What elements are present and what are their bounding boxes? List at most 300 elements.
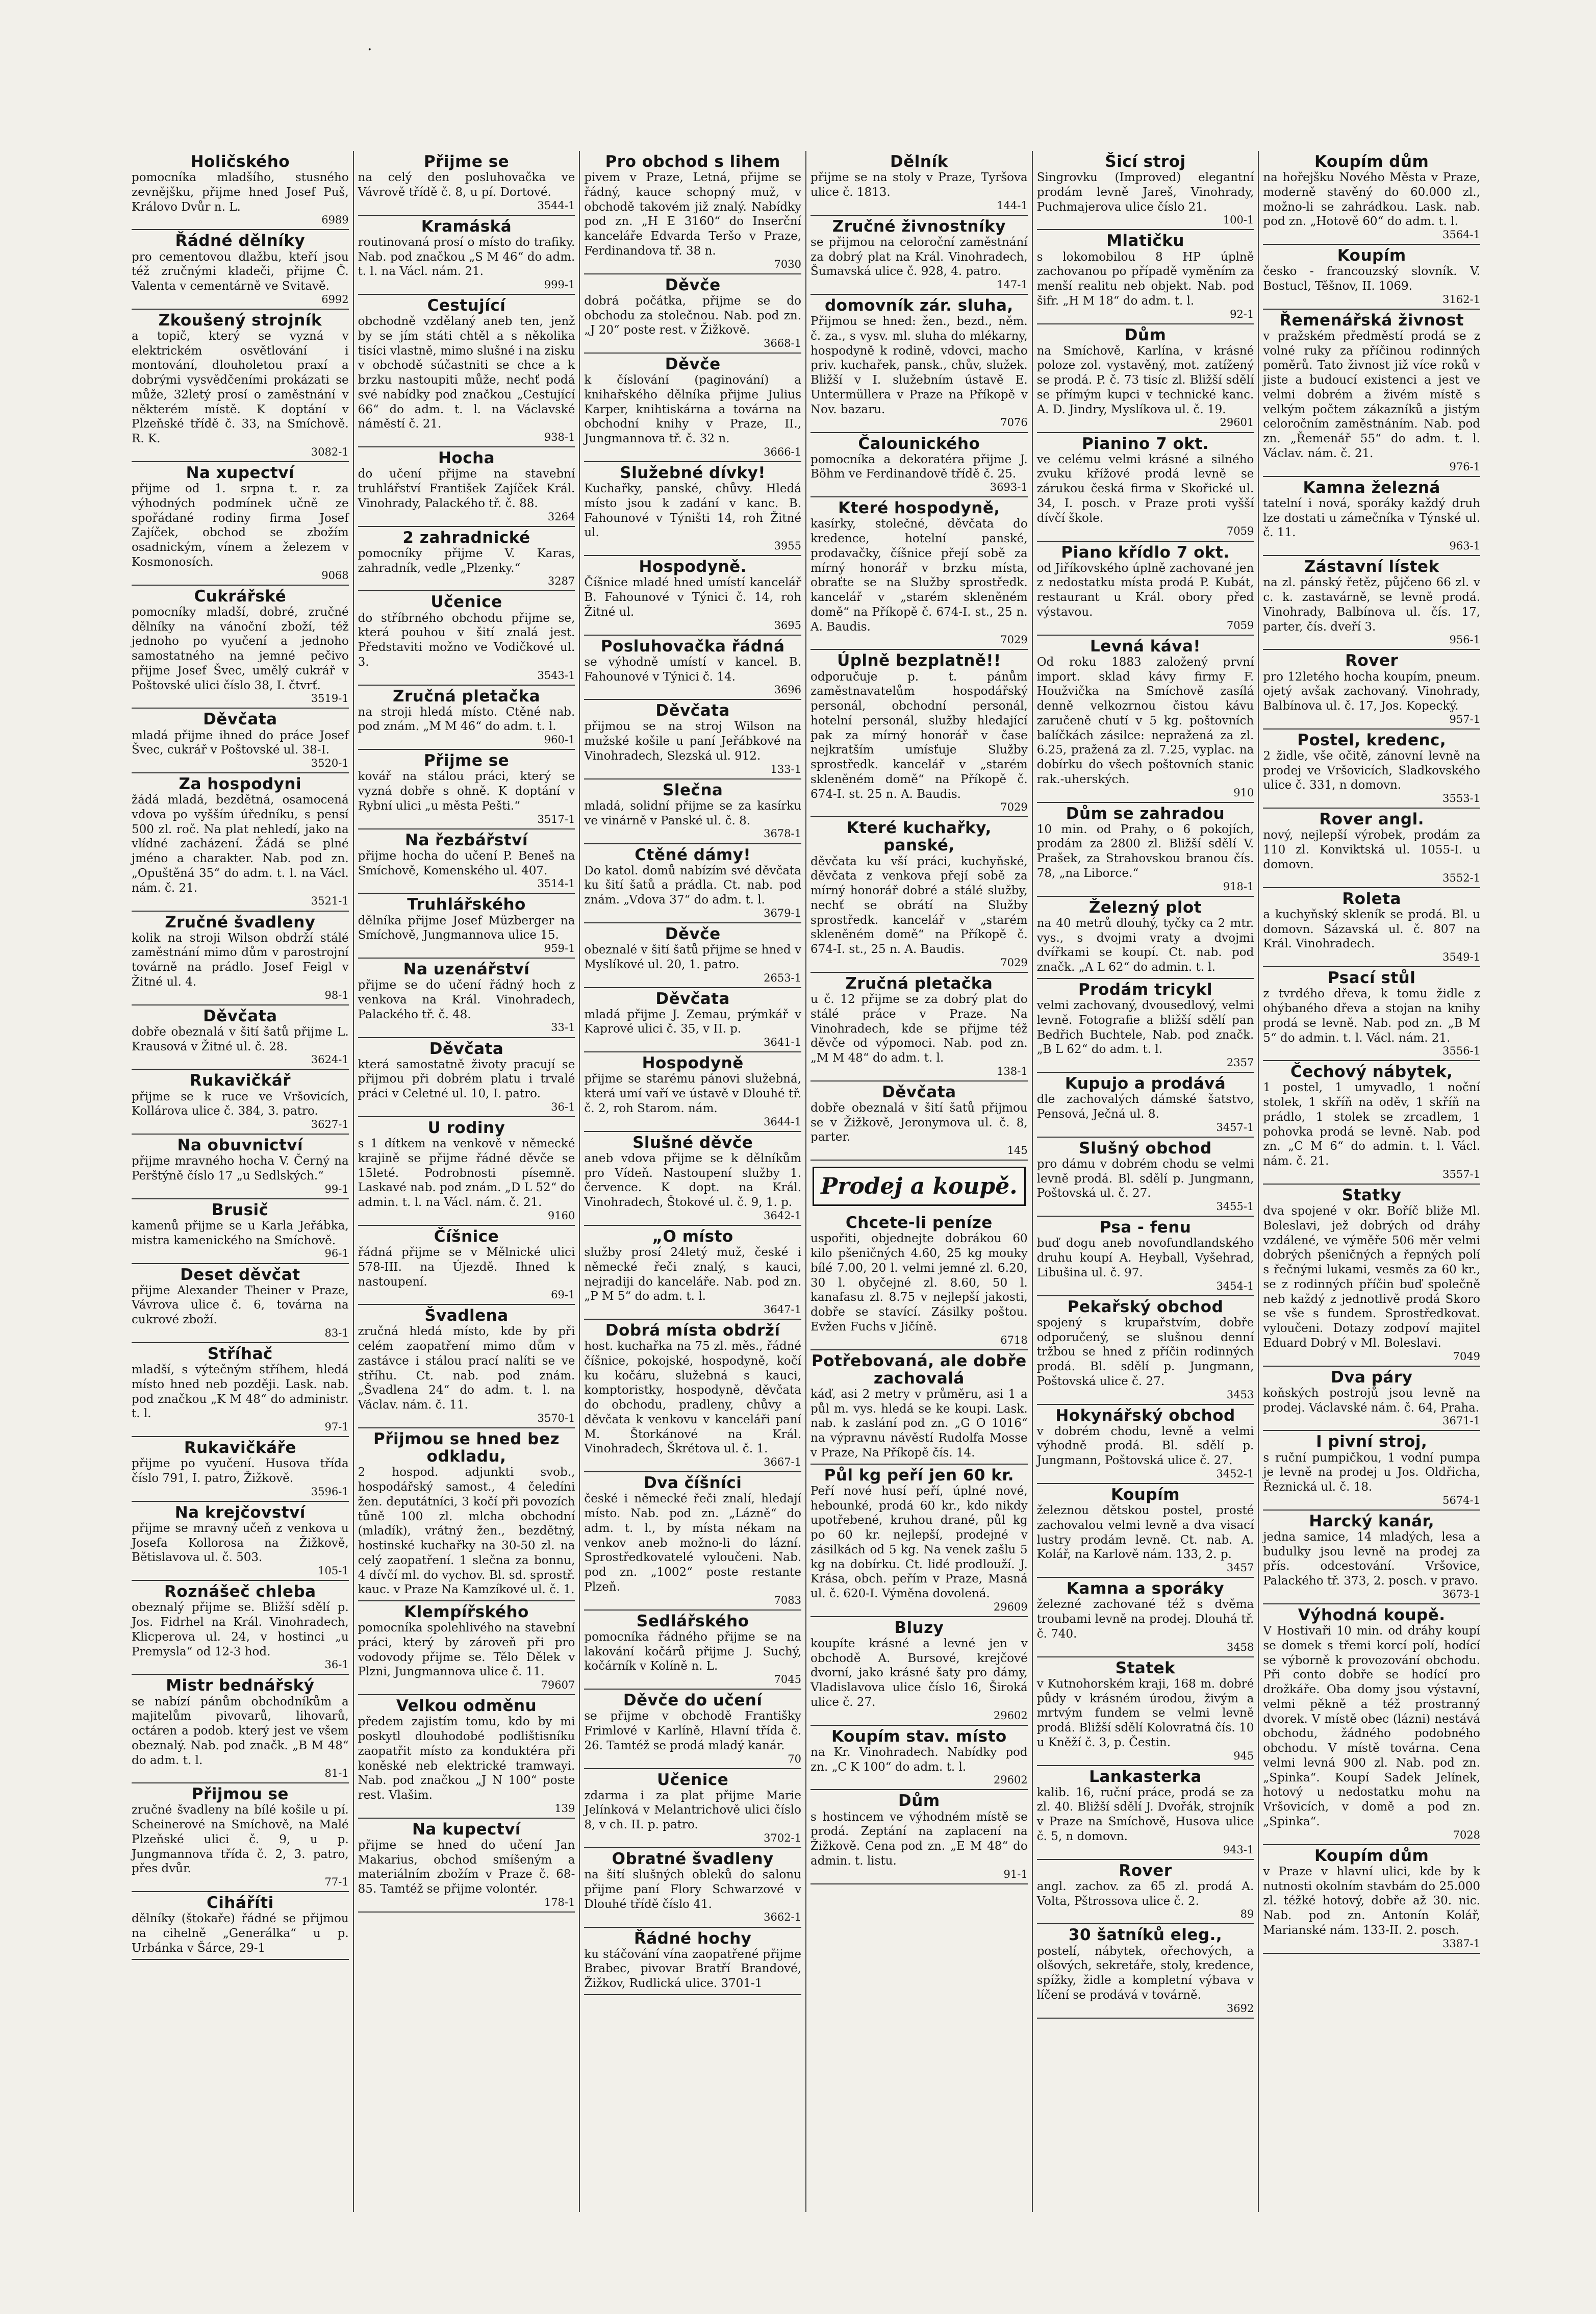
ad-code: 960-1: [544, 734, 575, 746]
ad-code: 9068: [321, 569, 349, 582]
classified-ad: [584, 354, 801, 462]
ad-code: 81-1: [324, 1767, 349, 1780]
ad-body: uspořiti, objednejte dobrákou 60 kilo pšeničných 4.60, 25 kg mouky bílé 7.00, 20 l. velmi jemné zl. 6.20, 30 l. obyčejné zl. 8.60, 50 l. kanafasu zl. 8.75 v nejlepší jakosti, dobře se stavící. Zásilky poštou. Evžen Fuchs v Jičíně.: [810, 1232, 1028, 1334]
classified-ad: [1037, 1657, 1254, 1766]
classified-ad: [132, 1581, 349, 1675]
ad-body: obeznalý přijme se. Bližší sdělí p. Jos. Fidrhel na Král. Vinohradech, Klicperova ul. 24, v hostinci „u Premysla“ od 12-3 hod.: [132, 1601, 349, 1658]
ad-title: Dům: [1124, 325, 1167, 344]
ad-code: 963-1: [1449, 540, 1481, 552]
ad-title: Slušný obchod: [1079, 1139, 1212, 1158]
ad-body: zručná hledá místo, kde by při celém zaopatření mimo dům v zastávce i stálou prací nalíti se ve stříhu. Ct. nab. pod znám. „Švadlena 24“ do adm. t. l. na Václav. nám. č. 11.: [358, 1325, 575, 1412]
ad-body: u č. 12 přijme se za dobrý plat do stálé práce v Praze. Na Vinohradech, kde se přijme též děvče od výpomoci. Nab. pod zn. „M M 48“ do adm. t. l.: [810, 993, 1028, 1065]
classified-ad: [1263, 1061, 1480, 1185]
classified-ad: [358, 959, 575, 1038]
classified-ad: [810, 817, 1028, 973]
ad-body: s ruční pumpičkou, 1 vodní pumpa je levně na prodej u Jos. Oldřicha, Řeznická ul. č. 18.: [1263, 1451, 1481, 1494]
ad-code: 7029: [1000, 801, 1028, 814]
ad-body: tatelní i nová, sporáky každý druh lze dostati u zámečníka v Týnské ul. č. 11.: [1263, 496, 1481, 540]
column-3: [580, 151, 806, 2212]
ad-title: Statek: [1115, 1658, 1176, 1677]
classified-ad: [584, 274, 801, 354]
classified-ad: [132, 462, 349, 586]
ad-code: 91-1: [1003, 1868, 1028, 1880]
ad-code: 3387-1: [1442, 1937, 1481, 1950]
classified-ad: [810, 295, 1028, 433]
ad-code: 7059: [1226, 525, 1254, 538]
ad-title: Šicí stroj: [1105, 153, 1186, 171]
classified-ad: [584, 1052, 801, 1131]
ad-code: 956-1: [1449, 634, 1481, 646]
ad-code: 92-1: [1230, 308, 1254, 320]
ad-title: Dům se zahradou: [1066, 804, 1225, 823]
ad-title: Statky: [1341, 1186, 1402, 1205]
ad-body: přijme se mravný učeň z venkova u Josefa Kollorosa na Žižkově, Bětislavova ul. č. 503.: [132, 1521, 349, 1565]
classified-ad: [132, 1502, 349, 1581]
ad-title: Čechový nábytek,: [1290, 1063, 1453, 1081]
ad-code: 3671-1: [1442, 1415, 1481, 1427]
ad-code: 138-1: [997, 1065, 1028, 1077]
ad-body: od Jiříkovského úplně zachované jen z nedostatku místa prodá P. Kubát, restaurant u Král. obory před výstavou.: [1036, 561, 1254, 619]
ad-title: Výhodná koupě.: [1298, 1606, 1446, 1625]
ad-code: 3287: [547, 575, 575, 588]
classified-ad: [584, 988, 801, 1053]
ad-title: Koupím dům: [1314, 1846, 1429, 1865]
ad-title: Prodám tricykl: [1078, 980, 1213, 999]
ad-title: Koupím: [1111, 1486, 1180, 1504]
classified-ad: [810, 1081, 1028, 1161]
classified-ad: [132, 586, 349, 709]
ad-title: Železný plot: [1088, 898, 1202, 917]
ad-code: 133-1: [770, 763, 802, 775]
ad-title: Rukavičkáře: [184, 1439, 296, 1457]
ad-body: Kuchařky, panské, chůvy. Hledá místo jsou k zadání v kanc. B. Fahounové v Týništi 14, roh Žitné ul.: [584, 482, 802, 540]
classified-ad: [358, 1117, 575, 1226]
classified-ad: [810, 650, 1028, 817]
classified-ad: [810, 1212, 1028, 1350]
classified-ad: [1263, 245, 1480, 310]
ad-title: Řádné hochy: [634, 1929, 752, 1948]
classified-ad: [1263, 888, 1480, 967]
classified-ad: [584, 1611, 801, 1690]
classified-ad: [584, 1132, 801, 1226]
ad-title: Hospodyně: [642, 1054, 744, 1073]
ad-code: 3457: [1226, 1562, 1254, 1574]
ad-title: Psa - fenu: [1099, 1218, 1192, 1237]
classified-ad: [810, 216, 1028, 295]
ad-code: 145: [1007, 1144, 1028, 1157]
ad-body: v Praze v hlavní ulici, kde by k nutnosti okolním stavbám do 25.000 zl. téžké hotový, dobře až 30. nic. Nab. pod zn. Antonín Kolář, Marianské nám. 133-II. 2. posch.: [1263, 1865, 1481, 1937]
ad-code: 3668-1: [764, 337, 802, 350]
classified-ad: [584, 462, 801, 556]
classified-ad: [1037, 1296, 1254, 1405]
classified-ad: [358, 1305, 575, 1428]
classified-ad: [1263, 556, 1480, 650]
ad-body: velmi zachovaný, dvousedlový, velmi levně. Fotografie a bližší sdělí pan Bedřich Buchtele, Nab. pod značk. „B L 62“ do adm. t. l.: [1036, 999, 1254, 1057]
ad-body: k číslování (paginování) a knihařského dělníka přijme Julius Karper, knihtiskárna a továrna na obchodní knihy v Praze, II., Jungmannova tř. č. 32 n.: [584, 373, 802, 446]
classified-ad: [810, 497, 1028, 650]
ad-title: Půl kg peří jen 60 kr.: [824, 1466, 1015, 1485]
ad-body: pro 12letého hocha koupím, pneum. ojetý avšak zachovaný. Vinohrady, Balbínova ul. č. 17, Jos. Kopecký.: [1263, 670, 1481, 713]
ad-title: Rukavičkář: [189, 1071, 291, 1090]
ad-body: pro dámu v dobrém chodu se velmi levně prodá. Bl. sdělí p. Jungmann, Poštovská ul. č. 27.: [1036, 1157, 1254, 1200]
ad-title: Švadlena: [424, 1306, 509, 1325]
ad-body: v dobrém chodu, levně a velmi výhodně prodá. Bl. sdělí p. Jungmann, Poštovská ulice č. 27.: [1036, 1424, 1254, 1468]
ad-body: zručné švadleny na bílé košile u pí. Scheinerové na Smíchově, na Malé Plzeňské ulici č. 9, u p. Jungmannova třída č. 2, 3. patro, přes dvůr.: [132, 1803, 349, 1876]
ad-body: ve celému velmi krásné a silného zvuku křížové prodá levně se zárukou česká firma v Skořické ul. 34, I. posch. v Praze proti vyšší dívčí škole.: [1036, 452, 1254, 525]
ad-title: 30 šatníků eleg.,: [1068, 1926, 1223, 1945]
classified-ad: [1037, 1073, 1254, 1138]
ad-body: na Kr. Vinohradech. Nabídky pod zn. „C K 100“ do adm. t. l.: [810, 1745, 1028, 1774]
classified-ad: [358, 295, 575, 447]
ad-title: Ciháříti: [206, 1894, 274, 1913]
ad-title: Děvčata: [203, 710, 277, 729]
ad-code: 3514-1: [537, 877, 575, 890]
classified-ad: [1037, 1138, 1254, 1217]
ad-title: Sedlářského: [636, 1612, 749, 1630]
ad-code: 3517-1: [537, 813, 575, 825]
ad-code: 99-1: [324, 1183, 349, 1195]
ad-body: obeznalé v šití šatů přijme se hned v Myslíkové ul. 20, 1. patro.: [584, 943, 802, 971]
ad-title: Postel, kredenc,: [1297, 731, 1447, 749]
ad-body: přijme se k ruce ve Vršovicích, Kollárova ulice č. 384, 3. patro.: [132, 1090, 349, 1118]
ad-body: kasírky, stolečné, děvčata do kredence, hotelní panské, prodavačky, číšnice přejí sobě za mírný honorář v brzku místa, obraťte se na Služby sprostředk. kancelář v „starém skleněném domě“ na Příkopě č. 674-I. st., 25 n. A. Baudis.: [810, 517, 1028, 634]
classified-ad: [810, 973, 1028, 1081]
ad-body: kovář na stálou práci, který se vyzná dobře s ohně. K doptání v Rybní ulici „u města Pešti.“: [358, 770, 575, 813]
ad-body: dělníka přijme Josef Müzberger na Smíchově, Jungmannova ulice 15.: [358, 914, 575, 942]
ad-body: pomocníka mladšího, stusného zevnějšku, přijme hned Josef Puš, Královo Dvůr n. L.: [132, 171, 349, 214]
ad-body: na hořejšku Nového Města v Praze, moderně stavěný do 60.000 zl., možno-li se zahrádkou. Lask. nab. pod zn. „Hotově 60“ do adm. t. l.: [1263, 171, 1481, 229]
ad-code: 3552-1: [1442, 871, 1481, 884]
ad-body: přijme se na stoly v Praze, Tyršova ulice č. 1813.: [810, 171, 1028, 199]
classified-ad: [132, 1264, 349, 1343]
ad-body: Peří nové husí peří, úplné nové, hebounké, prodá 60 kr., kdo nikdy upotřebené, kruhou drané, půl kg po 60 kr. nejlepší, prodejné v zásilkách od 5 kg. Na venek zašlu 5 kg na dobírku. Ct. lidé prodlouží. J. Krása, obch. peřím v Praze, Masná ul. č. 620-I. Výměna dovolená.: [810, 1484, 1028, 1600]
ad-code: 33-1: [551, 1021, 575, 1034]
ad-code: 144-1: [997, 199, 1028, 212]
classified-ad: [132, 912, 349, 1005]
ad-title: Slušné děvče: [632, 1133, 753, 1152]
ad-body: routinovaná prosí o místo do trafiky. Nab. pod značkou „S M 46“ do adm. t. l. na Václ. nám. 21.: [358, 235, 575, 279]
classified-ad: [358, 1428, 575, 1601]
ad-body: pomocníka spolehlivého na stavební práci, který by zároveň při pro vodovody přijme se. Tělo Dělek v Plzni, Jungmannova ulice č. 11.: [358, 1621, 575, 1679]
ad-title: Kramáská: [421, 217, 512, 236]
ad-body: 2 židle, vše očitě, zánovní levně na prodej ve Vršovicích, Sladkovského ulice č. 331, n domovn.: [1263, 749, 1481, 792]
ad-body: spojený s krupařstvím, dobře odporučený, se slušnou denní tržbou se hned z příčin rodinných prodá. Bl. sdělí p. Jungmann, Poštovská ulice č. 27.: [1036, 1316, 1254, 1388]
ad-code: 7028: [1453, 1828, 1481, 1841]
ad-code: 3673-1: [1442, 1588, 1481, 1600]
ad-code: 999-1: [544, 279, 575, 291]
ad-title: Které hospodyně,: [838, 499, 1000, 518]
ad-title: Koupím stav. místo: [831, 1727, 1007, 1746]
ad-body: s lokomobilou 8 HP úplně zachovanou po případě vyměním za menší realitu neb objekt. Nab. pod šifr. „H M 18“ do adm. t. l.: [1036, 250, 1254, 308]
ad-code: 3627-1: [311, 1118, 349, 1131]
classified-ad: [1263, 809, 1480, 888]
ad-body: mladá přijme ihned do práce Josef Švec, cukrář v Poštovské ul. 38-I.: [132, 728, 349, 757]
ad-body: Do katol. domů nabízím své děvčata ku šití šatů a prádla. Ct. nab. pod znám. „Vdova 37“ do adm. t. l.: [584, 864, 802, 907]
classified-ad: [584, 1848, 801, 1927]
ad-title: I pivní stroj,: [1316, 1432, 1428, 1451]
ad-title: Kamna železná: [1303, 478, 1440, 497]
ad-body: a topič, který se vyzná v elektrickém osvětlování i montování, dlouholetou praxí a dobrými vysvědčeními prokázati se může, 32letý prosí o zaměstnání v některém místě. K doptání v Plzeňské třídě č. 33, na Smíchově. R. K.: [132, 329, 349, 446]
ad-title: Zručná pletačka: [393, 687, 540, 706]
ad-body: z tvrdého dřeva, k tomu židle z ohýbaného dřeva a stojan na knihy prodá se levně. Nab. pod zn. „B M 5“ do admin. t. l. Václ. nám. 21.: [1263, 987, 1481, 1045]
classified-ad: [1263, 967, 1480, 1061]
ad-code: 943-1: [1223, 1843, 1254, 1856]
classified-ad: [1037, 803, 1254, 897]
ad-title: Dělník: [890, 153, 948, 171]
ad-title: Zručná pletačka: [845, 974, 993, 993]
ad-code: 3564-1: [1442, 229, 1481, 241]
classified-ad: [584, 1769, 801, 1848]
classified-ad: [1263, 650, 1480, 729]
classified-ad: [1037, 433, 1254, 542]
ad-title: Rover angl.: [1319, 810, 1424, 829]
ad-body: mladá přijme J. Zemau, prýmkář v Kaprové ulici č. 35, v II. p.: [584, 1008, 802, 1036]
classified-ad: [584, 700, 801, 779]
ad-code: 957-1: [1449, 713, 1481, 725]
classified-ad: [358, 216, 575, 295]
ad-title: Pekařský obchod: [1067, 1297, 1224, 1316]
classified-ad: [584, 151, 801, 274]
ad-title: Koupím: [1337, 246, 1406, 265]
ad-title: Levná káva!: [1090, 637, 1201, 656]
ad-title: Potřebovaná, ale dobře zachovalá: [812, 1351, 1027, 1388]
ad-title: Hocha: [438, 449, 495, 468]
ad-title: Mlatičku: [1106, 232, 1184, 250]
classified-ad: [584, 844, 801, 923]
classified-ad: [1037, 979, 1254, 1073]
ad-body: která samostatně životy pracují se přijmou při dobrém platu i trvalé práci v Celetné ul. 10, I. patro.: [358, 1058, 575, 1101]
ad-title: U rodiny: [427, 1119, 505, 1137]
ad-body: přijme se starému pánovi služebná, která umí vaří ve ústavě v Dlouhé tř. č. 2, roh Starom. nám.: [584, 1072, 802, 1115]
ad-code: 3596-1: [311, 1485, 349, 1498]
ad-code: 3544-1: [537, 199, 575, 212]
ad-title: Psací stůl: [1328, 969, 1416, 988]
ad-title: Přijme se: [423, 153, 510, 171]
classified-ad: [132, 1892, 349, 1959]
ad-code: 3557-1: [1442, 1168, 1481, 1180]
ad-body: se výhodně umístí v kancel. B. Fahounové v Týnici č. 14.: [584, 655, 802, 684]
ad-body: odporučuje p. t. pánům zaměstnavatelům hospodářský personál, obchodní personál, hotelní personál, služby hledající pak za mírný honorář v čase nejkratším umísťuje Služby sprostředk. kancelář v „starém skleněném domě“ na Příkopě č. 674-I. st. 25 n. A. Baudis.: [810, 670, 1028, 801]
ad-body: káď, asi 2 metry v průměru, asi 1 a půl m. vys. hledá se ke koupi. Lask. nab. k zaslání pod zn. „G O 1016“ na výpravnu návěstí Rudolfa Mosse v Praze, Na Příkopě čís. 14.: [810, 1387, 1028, 1460]
ad-title: Zručné živnostníky: [832, 217, 1006, 236]
classified-ad: [358, 527, 575, 592]
ad-title: Obratné švadleny: [612, 1850, 774, 1869]
ad-body: pomocníky přijme V. Karas, zahradník, vedle „Plzenky.“: [358, 546, 575, 575]
ad-code: 89: [1240, 1908, 1254, 1921]
classified-ad: [584, 1928, 801, 1995]
ad-title: Cukrářské: [194, 587, 287, 606]
ad-code: 70: [788, 1752, 802, 1765]
ad-title: Děvčata: [655, 701, 730, 720]
ad-code: 3520-1: [311, 757, 349, 770]
classified-ad: [132, 310, 349, 462]
ad-title: Cestující: [427, 296, 506, 315]
ad-code: 29609: [993, 1600, 1028, 1613]
column-6: [1259, 151, 1484, 2212]
classified-ad: [1037, 1924, 1254, 2018]
classified-ad: [810, 1465, 1028, 1617]
ad-code: 3679-1: [764, 907, 802, 919]
ad-code: 98-1: [324, 989, 349, 1001]
ad-body: do učení přijme na stavební truhlářství František Zajíček Král. Vinohrady, Palackého tř. č. 88.: [358, 467, 575, 510]
ad-code: 3453: [1226, 1388, 1254, 1401]
ad-code: 3955: [774, 540, 802, 552]
ad-code: 5674-1: [1442, 1494, 1481, 1506]
ad-title: Lankasterka: [1089, 1767, 1202, 1786]
ad-title: Zkoušený strojník: [158, 311, 322, 330]
ad-title: Na uzenářství: [403, 960, 530, 979]
ad-code: 7076: [1000, 416, 1028, 429]
classified-ad: [358, 1695, 575, 1819]
ad-title: Rover: [1345, 651, 1399, 670]
ad-code: 7049: [1453, 1350, 1481, 1363]
ad-code: 3642-1: [764, 1209, 802, 1222]
ad-code: 3457-1: [1216, 1121, 1254, 1134]
ad-code: 3644-1: [764, 1115, 802, 1128]
ad-body: Singrovku (Improved) elegantní prodám levně Jareš, Vinohrady, Puchmajerova ulice číslo 21.: [1036, 171, 1254, 214]
classified-ad: [132, 1343, 349, 1437]
ad-body: s hostincem ve výhodném místě se prodá. Zeptání na zaplacení na Žižkově. Cena pod zn. „E M 48“ do admin. t. listu.: [810, 1810, 1028, 1868]
ad-body: přijme hocha do učení P. Beneš na Smíchově, Komenského ul. 407.: [358, 849, 575, 877]
ad-body: ku stáčování vína zaopatřené přijme Brabec, pivovar Bratří Brandové, Žižkov, Rudlická ulice. 3701-1: [584, 1947, 802, 1991]
ad-body: služby prosí 24letý muž, české i německé řeči znalý, s kauci, nejradiji do kanceláře. Nab. pod zn. „P M 5“ do adm. t. l.: [584, 1246, 802, 1303]
ad-code: 3454-1: [1216, 1279, 1254, 1292]
ad-code: 105-1: [318, 1565, 349, 1577]
classified-ad: [1263, 151, 1480, 245]
ad-body: děvčata ku vší práci, kuchyňské, děvčata z venkova přejí sobě za mírný honorář dobré a stálé služby, nechť se obrátí na Služby sprostředk. kancelář v „starém skleněném domě“ na Příkopě č. 674-I. st., 25 n. A. Baudis.: [810, 854, 1028, 957]
classified-ad: [810, 1350, 1028, 1465]
ad-body: kolik na stroji Wilson obdrží stálé zaměstnání mimo dům v parostrojní továrně na prádlo. Josef Feigl v Žitné ul. 4.: [132, 931, 349, 989]
ad-body: pro cementovou dlažbu, kteří jsou též zručnými kladeči, přijme Č. Valenta v cementárně ve Svitavě.: [132, 250, 349, 293]
ad-body: přijme od 1. srpna t. r. za výhodných podmínek učně ze spořádané rodiny firma Josef Zajíček, obchod se zbožím osadnickým, vínem a železem v Kosmonosích.: [132, 482, 349, 569]
ad-body: dobrá počátka, přijme se do obchodu za stolečnou. Nab. pod zn. „J 20“ poste rest. v Žižkově.: [584, 294, 802, 337]
classified-ad: [1037, 230, 1254, 324]
classified-ad: [1037, 151, 1254, 230]
classified-ad: [358, 1819, 575, 1913]
ad-code: 3647-1: [764, 1303, 802, 1316]
ad-title: Brusič: [212, 1200, 269, 1219]
ad-body: na Smíchově, Karlína, v krásné poloze zol. vystavěný, mot. zatížený se prodá. P. č. 73 tisíc zl. Bližší sdělí se přímým kupci v technické kanc. A. D. Jindry, Myslíkova ul. č. 19.: [1036, 344, 1254, 416]
classified-columns: [128, 151, 1484, 2212]
classified-ad: [1263, 1845, 1480, 1954]
ad-body: buď dogu aneb novofundlandského druhu koupí A. Heyball, Vyšehrad, Libušina ul. č. 97.: [1036, 1237, 1254, 1279]
ad-code: 29602: [993, 1774, 1028, 1787]
ad-code: 7045: [774, 1673, 802, 1686]
classified-ad: [584, 1690, 801, 1769]
ad-body: angl. zachov. za 65 zl. prodá A. Volta, Pštrossova ulice č. 2.: [1036, 1879, 1254, 1908]
classified-ad: [584, 923, 801, 988]
classified-ad: [584, 1226, 801, 1320]
ad-code: 918-1: [1223, 880, 1254, 893]
ad-body: česko - francouzský slovník. V. Bostucl, Těšnov, II. 1069.: [1263, 265, 1481, 293]
ad-code: 3553-1: [1442, 792, 1481, 805]
ad-title: Harcký kanár,: [1309, 1512, 1435, 1530]
ad-body: v pražském předměstí prodá se z volné ruky za příčinou rodinných poměrů. Tato živnost již více roků v jiste a budoucí existenci a jest ve velmi dobrém a živém místě s velkým počtem zákazníků a jistým celoročním zaměstnáním. Nab. pod zn. „Řemenář 55“ do adm. t. l. Václav. nám. č. 21.: [1263, 329, 1481, 460]
ad-body: 2 hospod. adjunkti svob., hospodářský samost., 4 čeledíni žen. deputátníci, 3 kočí při povozích tůně 100 zl. mlcha obchodní (mladík), vrátný žen., bezdětný, hostinské kuchařky na 30-50 zl. na celý zaopatření. 1 slečna za bonnu, 4 dívčí ml. do vychov. Bl. sd. sprostř. kauc. v Praze Na Kamzíkové ul. č. 1.: [358, 1466, 575, 1597]
classified-ad: [1263, 310, 1480, 477]
ad-code: 945: [1233, 1749, 1254, 1762]
classified-ad: [1037, 1405, 1254, 1484]
ad-title: Hospodyně.: [639, 558, 747, 576]
ad-code: 3549-1: [1442, 951, 1481, 964]
ad-code: 147-1: [997, 279, 1028, 291]
ad-code: 3521-1: [311, 895, 349, 908]
ad-title: Na xupectví: [186, 464, 295, 483]
column-1: [128, 151, 354, 2212]
ad-code: 3452-1: [1216, 1467, 1254, 1480]
ad-body: obchodně vzdělaný aneb ten, jenž by se jím státi chtěl a s několika tisíci vlastně, mimo slušné i na zisku v obchodě súčastniti se chce a k brzku nastoupiti může, nechť podá své nabídky pod značkou „Cestující 66“ do adm. t. l. na Václavské náměstí č. 21.: [358, 315, 575, 431]
ad-body: na celý den posluhovačka ve Vávrově třídě č. 8, u pí. Dortové.: [358, 171, 575, 199]
ad-body: host. kuchařka na 75 zl. měs., řádné číšnice, pokojské, hospodyně, kočí ku kočáru, služebná s kauci, komptoristky, hospodyně, děvčata do obchodu, pradleny, chůvy a děvčata k venkovu v kanceláři paní M. Štorkánové na Král. Vinohradech, Škrétova ul. č. 1.: [584, 1340, 802, 1456]
ad-body: železnou dětskou postel, prosté zachovalou velmi levně a dva visací lustry prodám levně. Ct. nab. A. Kolář, na Karlově nám. 133, 2. p.: [1036, 1504, 1254, 1562]
ad-title: Pro obchod s lihem: [605, 153, 780, 171]
ad-code: 3543-1: [537, 669, 575, 682]
classified-ad: [1037, 542, 1254, 636]
classified-ad: [810, 1617, 1028, 1726]
ad-code: 79607: [541, 1679, 575, 1692]
classified-ad: [810, 1726, 1028, 1791]
ad-body: kamenů přijme se u Karla Jeřábka, mistra kamenického na Smíchově.: [132, 1219, 349, 1247]
classified-ad: [1263, 730, 1480, 809]
ad-code: 29602: [993, 1709, 1028, 1722]
ad-code: 36-1: [551, 1100, 575, 1113]
ad-body: Od roku 1883 založený první import. sklad kávy firmy F. Houžvička na Smíchově zasílá denně velkozrnou čistou kávu zaručeně chutí v 5 kg. poštovních balíčkách zásilce: nepražená za zl. 6.25, pražená za zl. 7.25, vyplac. na dobírku do všech poštovních stanic rak.-uherských.: [1036, 655, 1254, 786]
ad-title: Velkou odměnu: [396, 1697, 537, 1716]
ad-body: žádá mladá, bezdětná, osamocená vdova po vyšším úředníku, s pensí 500 zl. roč. Na plat nehledí, jako na vlídné zacházení. Žádá se plné jméno a charakter. Nab. pod zn. „Opuštěná 35“ do adm. t. l. na Václ. nám. č. 21.: [132, 793, 349, 895]
classified-ad: [810, 151, 1028, 216]
ad-title: Děvčata: [429, 1039, 504, 1058]
ad-code: 3162-1: [1442, 293, 1481, 306]
ad-title: Deset děvčat: [180, 1265, 300, 1284]
ad-body: se nabízí pánům obchodníkům a majitelům pivovarů, lihovarů, octáren a podob. který jest ve všem obeznalý. Nab. pod značk. „B M 48“ do adm. t. l.: [132, 1695, 349, 1767]
ad-code: 9160: [547, 1209, 575, 1222]
ad-body: nový, nejlepší výrobek, prodám za 110 zl. Konviktská ul. 1055-I. u domovn.: [1263, 828, 1481, 871]
ad-body: koupíte krásné a levné jen v obchodě A. Bursové, krejčové dvorní, jako krásné šaty pro dámy, Vladislavova ulice číslo 16, Široká ulice č. 27.: [810, 1637, 1028, 1709]
ad-title: Děvče: [665, 924, 721, 943]
ad-code: 7059: [1226, 619, 1254, 632]
ad-title: Dům: [898, 1792, 940, 1810]
ad-code: 3693-1: [990, 481, 1028, 494]
ad-body: české i německé řeči znalí, hledají místo. Nab. pod zn. „Lázně“ do adm. t. l., by místa nékam na venkov aneb možno-li do lázní. Sprostředkovatelé vyloučeni. Nab. pod zn. „1002“ poste restante Plzeň.: [584, 1492, 802, 1594]
ad-code: 69-1: [551, 1289, 575, 1301]
ad-body: aneb vdova přijme se k dělníkům pro Vídeň. Nastoupení služby 1. července. K dopt. na Král. Vinohradech, Štokové ul. č. 9, 1. p.: [584, 1151, 802, 1210]
section-banner: Prodej a koupě.: [813, 1167, 1026, 1206]
ad-title: Přijme se: [423, 751, 510, 770]
classified-ad: [1263, 1431, 1480, 1510]
classified-ad: [358, 591, 575, 685]
ad-title: Chcete-li peníze: [845, 1214, 993, 1233]
ad-body: se přijme v obchodě Františky Frimlové v Karlíně, Hlavní třída č. 26. Tamtéž se prodá mladý kanár.: [584, 1709, 802, 1752]
page-mark: ·: [367, 41, 372, 59]
ad-body: přijmou se na stroj Wilson na mužské košile u paní Jeřábkové na Vinohradech, Slezská ul. 912.: [584, 720, 802, 763]
ad-title: Úplně bezplatně!!: [837, 651, 1001, 670]
ad-code: 3264: [547, 510, 575, 523]
ad-body: pomocníka a dekoratéra přijme J. Böhm ve Ferdinandově třídě č. 25.: [810, 452, 1028, 481]
ad-title: Piano křídlo 7 okt.: [1061, 543, 1230, 562]
ad-code: 3678-1: [764, 827, 802, 840]
ad-body: na zl. pánský řetěz, půjčeno 66 zl. v c. k. zastavárně, se levně prodá. Vinohrady, Balbínova ul. čís. 17, parter, čís. dveří 3.: [1263, 576, 1481, 634]
ad-code: 3458: [1226, 1641, 1254, 1653]
ad-body: s 1 dítkem na venkově v německé krajině se přijme řádné děvče se 15leté. Podrobnosti písemně. Laskavé nab. pod znám. „D L 52“ do admin. t. l. na Václ. nám. č. 21.: [358, 1137, 575, 1210]
ad-title: Přijmou se hned bez odkladu,: [373, 1430, 560, 1466]
ad-title: Dva číšníci: [644, 1474, 742, 1493]
classified-ad: [132, 1199, 349, 1264]
ad-title: Děvče: [665, 275, 721, 294]
column-4: [806, 151, 1033, 2212]
classified-ad: [358, 1226, 575, 1305]
classified-ad: [1037, 897, 1254, 979]
ad-code: 6992: [321, 293, 349, 306]
